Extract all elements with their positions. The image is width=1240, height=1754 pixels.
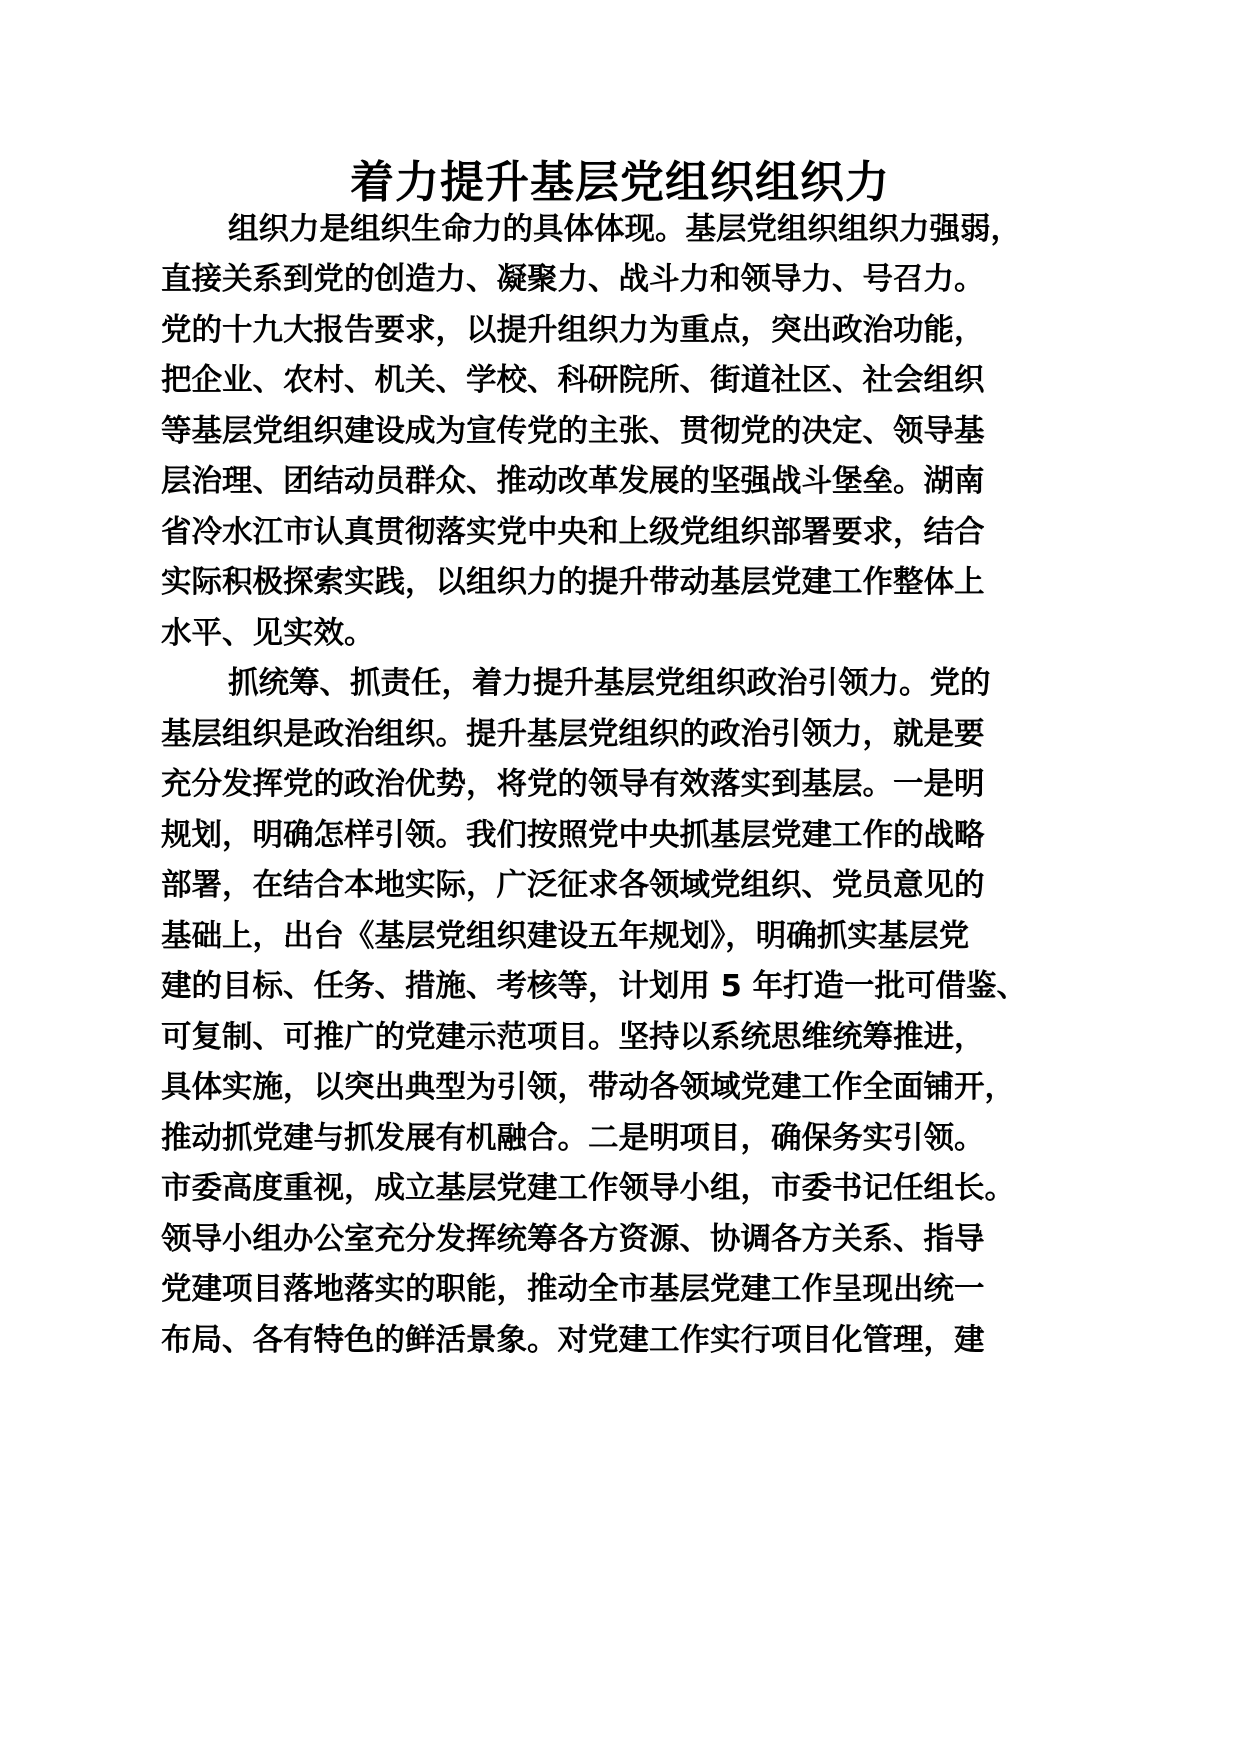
text-line-23: 布局、各有特色的鲜活景象。对党建工作实行项目化管理，建 <box>161 1323 985 1358</box>
text-line-6: 层治理、团结动员群众、推动改革发展的坚强战斗堡垒。湖南 <box>161 464 985 499</box>
text-line-18: 具体实施，以突出典型为引领，带动各领域党建工作全面铺开， <box>161 1070 1015 1105</box>
text-line-7: 省冷水江市认真贯彻落实党中央和上级党组织部署要求，结合 <box>161 515 985 550</box>
text-line-17: 可复制、可推广的党建示范项目。坚持以系统思维统筹推进， <box>161 1020 985 1055</box>
text-line-20: 市委高度重视，成立基层党建工作领导小组，市委书记任组长。 <box>161 1171 1015 1206</box>
text-line-21: 领导小组办公室充分发挥统筹各方资源、协调各方关系、指导 <box>161 1222 985 1257</box>
text-line-5: 等基层党组织建设成为宣传党的主张、贯彻党的决定、领导基 <box>161 414 985 449</box>
text-line-16: 建的目标、任务、措施、考核等，计划用 5 年打造一批可借鉴、 <box>161 969 1027 1004</box>
text-line-19: 推动抓党建与抓发展有机融合。二是明项目，确保务实引领。 <box>161 1121 985 1156</box>
document-title: 着力提升基层党组织组织力 <box>350 157 890 208</box>
text-line-10: 抓统筹、抓责任，着力提升基层党组织政治引领力。党的 <box>228 666 991 701</box>
text-line-13: 规划，明确怎样引领。我们按照党中央抓基层党建工作的战略 <box>161 818 985 853</box>
text-line-8: 实际积极探索实践，以组织力的提升带动基层党建工作整体上 <box>161 565 985 600</box>
text-line-11: 基层组织是政治组织。提升基层党组织的政治引领力，就是要 <box>161 717 985 752</box>
text-line-4: 把企业、农村、机关、学校、科研院所、街道社区、社会组织 <box>161 363 985 398</box>
text-line-2: 直接关系到党的创造力、凝聚力、战斗力和领导力、号召力。 <box>161 262 985 297</box>
text-line-1: 组织力是组织生命力的具体体现。基层党组织组织力强弱， <box>228 212 1021 247</box>
text-line-14: 部署，在结合本地实际，广泛征求各领域党组织、党员意见的 <box>161 868 985 903</box>
text-line-9: 水平、见实效。 <box>161 616 375 651</box>
text-line-3: 党的十九大报告要求，以提升组织力为重点，突出政治功能， <box>161 313 985 348</box>
text-line-12: 充分发挥党的政治优势，将党的领导有效落实到基层。一是明 <box>161 767 985 802</box>
text-line-15: 基础上，出台《基层党组织建设五年规划》，明确抓实基层党 <box>161 919 970 954</box>
text-line-22: 党建项目落地落实的职能，推动全市基层党建工作呈现出统一 <box>161 1272 985 1307</box>
